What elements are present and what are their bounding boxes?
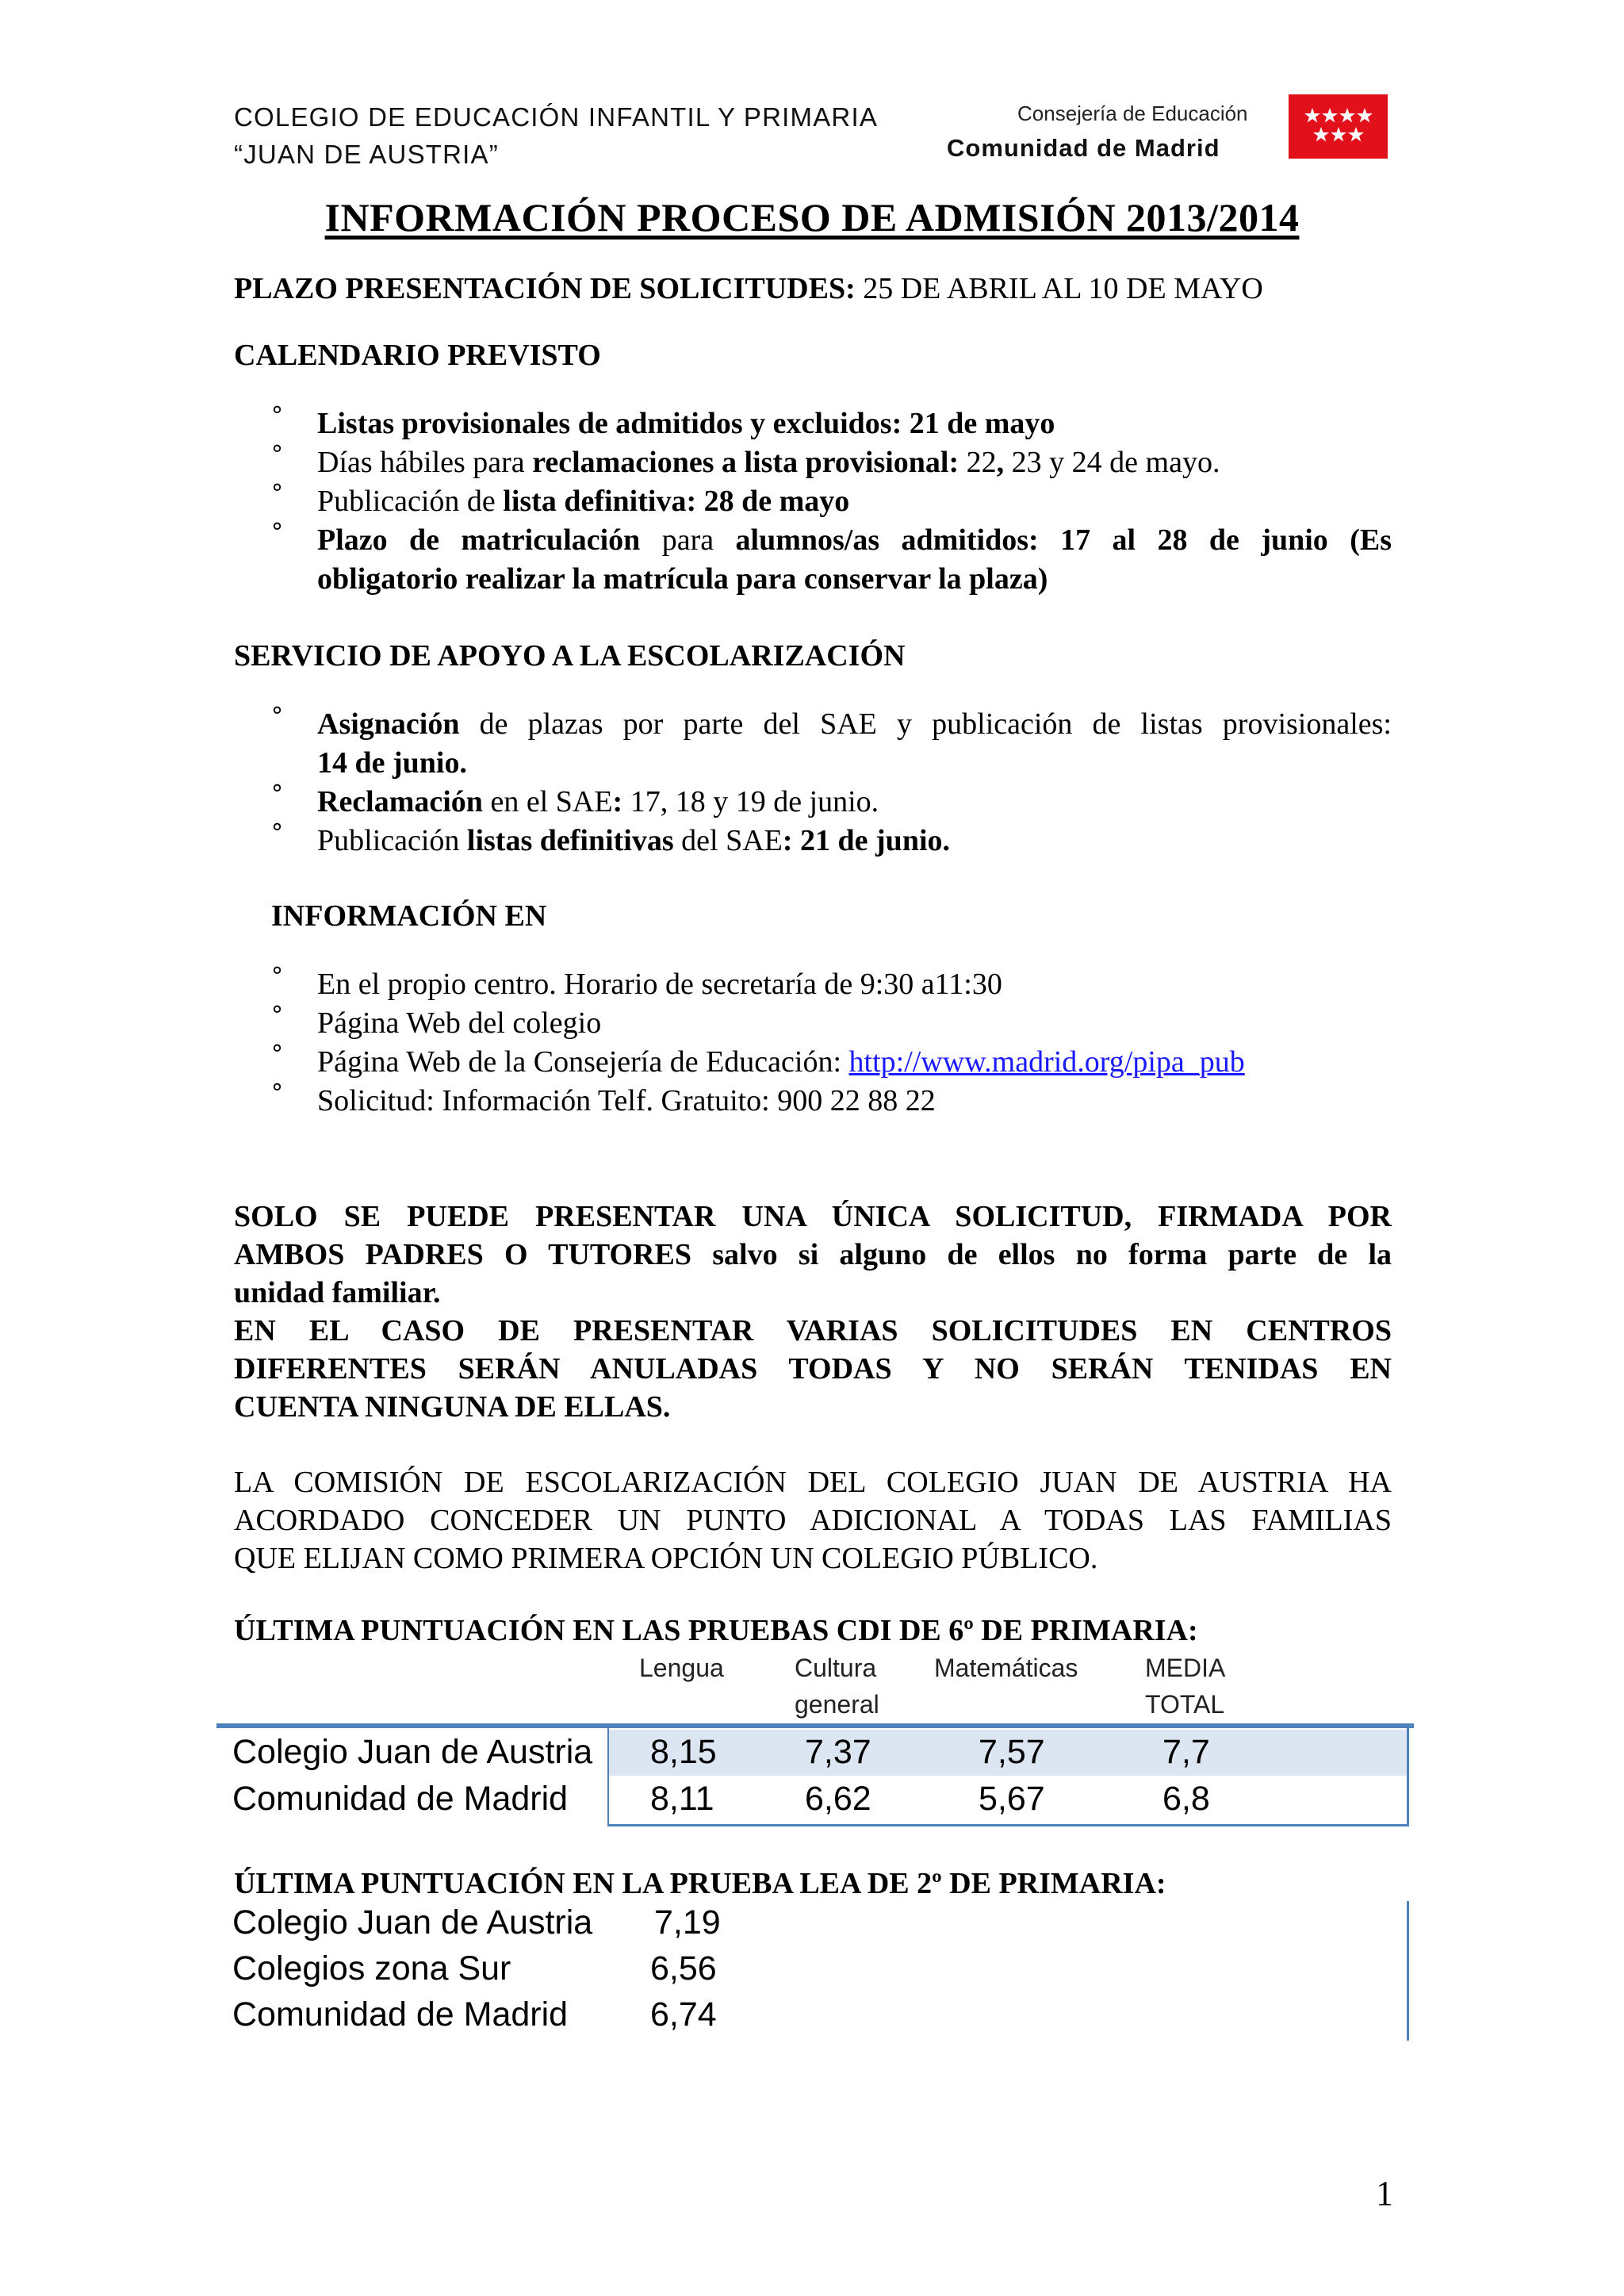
page-number: 1 xyxy=(1376,2174,1393,2213)
text-span: Días hábiles para xyxy=(317,446,533,479)
table-cell: 8,11 xyxy=(650,1780,714,1818)
text-span: reclamaciones a lista provisional: xyxy=(532,446,959,479)
lea-row-value: 6,56 xyxy=(650,1949,717,1987)
sae-item-3 xyxy=(317,822,950,861)
text-span: Plazo de matriculación xyxy=(317,523,641,557)
text-line: EN EL CASO DE PRESENTAR VARIAS SOLICITUDES EN CENTROS xyxy=(234,1314,1392,1347)
calendario-item-3 xyxy=(317,482,849,521)
text-span: Reclamación xyxy=(317,785,483,818)
table-row-label: Colegio Juan de Austria xyxy=(232,1733,593,1771)
cdi-heading: ÚLTIMA PUNTUACIÓN EN LAS PRUEBAS CDI DE 6º DE PRIMARIA: xyxy=(234,1614,1198,1647)
plazo-line xyxy=(234,270,1263,309)
lea-row-label: Colegio Juan de Austria xyxy=(232,1903,593,1941)
table-cell: 8,15 xyxy=(650,1733,717,1771)
text-span: 23 y 24 de mayo. xyxy=(1004,446,1220,479)
text-span: Página Web de la Consejería de Educación: xyxy=(317,1045,849,1079)
lea-heading: ÚLTIMA PUNTUACIÓN EN LA PRUEBA LEA DE 2º DE PRIMARIA: xyxy=(234,1867,1166,1900)
page-title: INFORMACIÓN PROCESO DE ADMISIÓN 2013/2014 xyxy=(324,195,1300,240)
info-item-4: Solicitud: Información Telf. Gratuito: 900 22 88 22 xyxy=(317,1084,936,1117)
table-top-rule xyxy=(216,1723,1414,1728)
consejeria-label: Consejería de Educación xyxy=(1017,102,1248,125)
school-name-line2: “JUAN DE AUSTRIA” xyxy=(234,140,499,169)
school-name xyxy=(234,98,878,173)
bullet-icon: ° xyxy=(271,1002,283,1029)
col-header-matematicas: Matemáticas xyxy=(934,1654,1078,1682)
text-line: LA COMISIÓN DE ESCOLARIZACIÓN DEL COLEGIO JUAN DE AUSTRIA HA xyxy=(234,1466,1392,1499)
bullet-icon: ° xyxy=(271,1041,283,1068)
lea-row-label: Colegios zona Sur xyxy=(232,1949,511,1987)
comunidad-label: Comunidad de Madrid xyxy=(947,134,1220,162)
sae-item-2 xyxy=(317,783,879,822)
bullet-icon: ° xyxy=(271,480,283,508)
plazo-value: 25 DE ABRIL AL 10 DE MAYO xyxy=(863,272,1263,305)
info-heading: INFORMACIÓN EN xyxy=(271,899,547,933)
text-line: CUENTA NINGUNA DE ELLAS. xyxy=(234,1390,671,1424)
consejeria-link[interactable]: http://www.madrid.org/pipa_pub xyxy=(848,1045,1245,1079)
bullet-icon: ° xyxy=(271,441,283,469)
text-line: AMBOS PADRES O TUTORES salvo si alguno de ellos no forma parte de la xyxy=(234,1238,1392,1271)
table-cell: 7,37 xyxy=(805,1733,871,1771)
table-right-border xyxy=(1407,1727,1409,1826)
bullet-icon: ° xyxy=(271,780,283,808)
table-cell: 6,62 xyxy=(805,1780,871,1818)
col-header-cultura xyxy=(795,1650,879,1723)
stars-icon xyxy=(1289,94,1388,159)
table-left-border xyxy=(607,1727,609,1826)
text-line: Cultura xyxy=(795,1654,877,1682)
bullet-icon: ° xyxy=(271,402,283,430)
text-line: SOLO SE PUEDE PRESENTAR UNA ÚNICA SOLICITUD, FIRMADA POR xyxy=(234,1200,1392,1233)
lea-row-label: Comunidad de Madrid xyxy=(232,1995,569,2033)
table-row-label: Comunidad de Madrid xyxy=(232,1780,569,1818)
text-span: de plazas por parte del SAE y publicación de listas provisionales: xyxy=(459,707,1392,741)
bullet-icon: ° xyxy=(271,1079,283,1107)
text-span: del SAE xyxy=(673,824,783,857)
text-line: general xyxy=(795,1690,879,1719)
table-cell: 5,67 xyxy=(979,1780,1045,1818)
col-header-lengua: Lengua xyxy=(639,1654,724,1682)
bullet-icon: ° xyxy=(271,819,283,847)
calendario-heading: CALENDARIO PREVISTO xyxy=(234,339,601,372)
text-span: , xyxy=(996,446,1005,479)
text-line: DIFERENTES SERÁN ANULADAS TODAS Y NO SERÁN TENIDAS EN xyxy=(234,1352,1392,1386)
info-item-3 xyxy=(317,1043,1245,1082)
sae-item-1 xyxy=(317,705,1392,783)
table-cell: 7,57 xyxy=(979,1733,1045,1771)
sae-heading: SERVICIO DE APOYO A LA ESCOLARIZACIÓN xyxy=(234,639,906,673)
text-line: QUE ELIJAN COMO PRIMERA OPCIÓN UN COLEGIO PÚBLICO. xyxy=(234,1542,1098,1575)
text-span: lista definitiva: 28 de mayo xyxy=(503,485,850,518)
aviso-block xyxy=(234,1198,1392,1426)
text-line: obligatorio realizar la matrícula para conservar la plaza) xyxy=(317,562,1048,596)
text-line: 14 de junio. xyxy=(317,746,467,780)
text-line: MEDIA xyxy=(1145,1654,1226,1682)
table-cell: 7,7 xyxy=(1162,1733,1210,1771)
madrid-flag-logo xyxy=(1289,94,1388,159)
text-line: unidad familiar. xyxy=(234,1276,441,1309)
lea-row-value: 7,19 xyxy=(654,1903,721,1941)
bullet-icon: ° xyxy=(271,703,283,730)
text-span: Publicación xyxy=(317,824,467,857)
text-span: 22 xyxy=(959,446,997,479)
text-span: Publicación de xyxy=(317,485,504,518)
text-span: : xyxy=(612,785,623,818)
calendario-item-4 xyxy=(317,521,1392,599)
table-bottom-border xyxy=(607,1824,1409,1826)
bullet-icon: ° xyxy=(271,963,283,991)
calendario-item-1: Listas provisionales de admitidos y excluidos: 21 de mayo xyxy=(317,407,1055,440)
lea-right-border xyxy=(1407,1901,1409,2041)
info-item-1: En el propio centro. Horario de secretaría de 9:30 a11:30 xyxy=(317,968,1002,1001)
plazo-label: PLAZO PRESENTACIÓN DE SOLICITUDES: xyxy=(234,272,856,305)
text-line: ACORDADO CONCEDER UN PUNTO ADICIONAL A TODAS LAS FAMILIAS xyxy=(234,1504,1392,1537)
info-item-2: Página Web del colegio xyxy=(317,1006,602,1040)
text-span: para xyxy=(640,523,736,557)
calendario-item-2 xyxy=(317,443,1220,482)
table-cell: 6,8 xyxy=(1162,1780,1210,1818)
text-span: Asignación xyxy=(317,707,460,741)
text-line: TOTAL xyxy=(1145,1690,1225,1719)
text-span: 17, 18 y 19 de junio. xyxy=(622,785,879,818)
col-header-media xyxy=(1145,1650,1225,1723)
lea-row-value: 6,74 xyxy=(650,1995,717,2033)
comision-block xyxy=(234,1463,1392,1577)
text-span: listas definitivas xyxy=(466,824,674,857)
text-span: en el SAE xyxy=(482,785,613,818)
text-line xyxy=(317,521,1392,560)
text-span: : 21 de junio. xyxy=(782,824,951,857)
bullet-icon: ° xyxy=(271,519,283,546)
school-name-line1: COLEGIO DE EDUCACIÓN INFANTIL Y PRIMARIA xyxy=(234,102,879,132)
text-span: alumnos/as admitidos: 17 al 28 de junio (Es xyxy=(735,523,1392,557)
text-line xyxy=(317,705,1392,744)
